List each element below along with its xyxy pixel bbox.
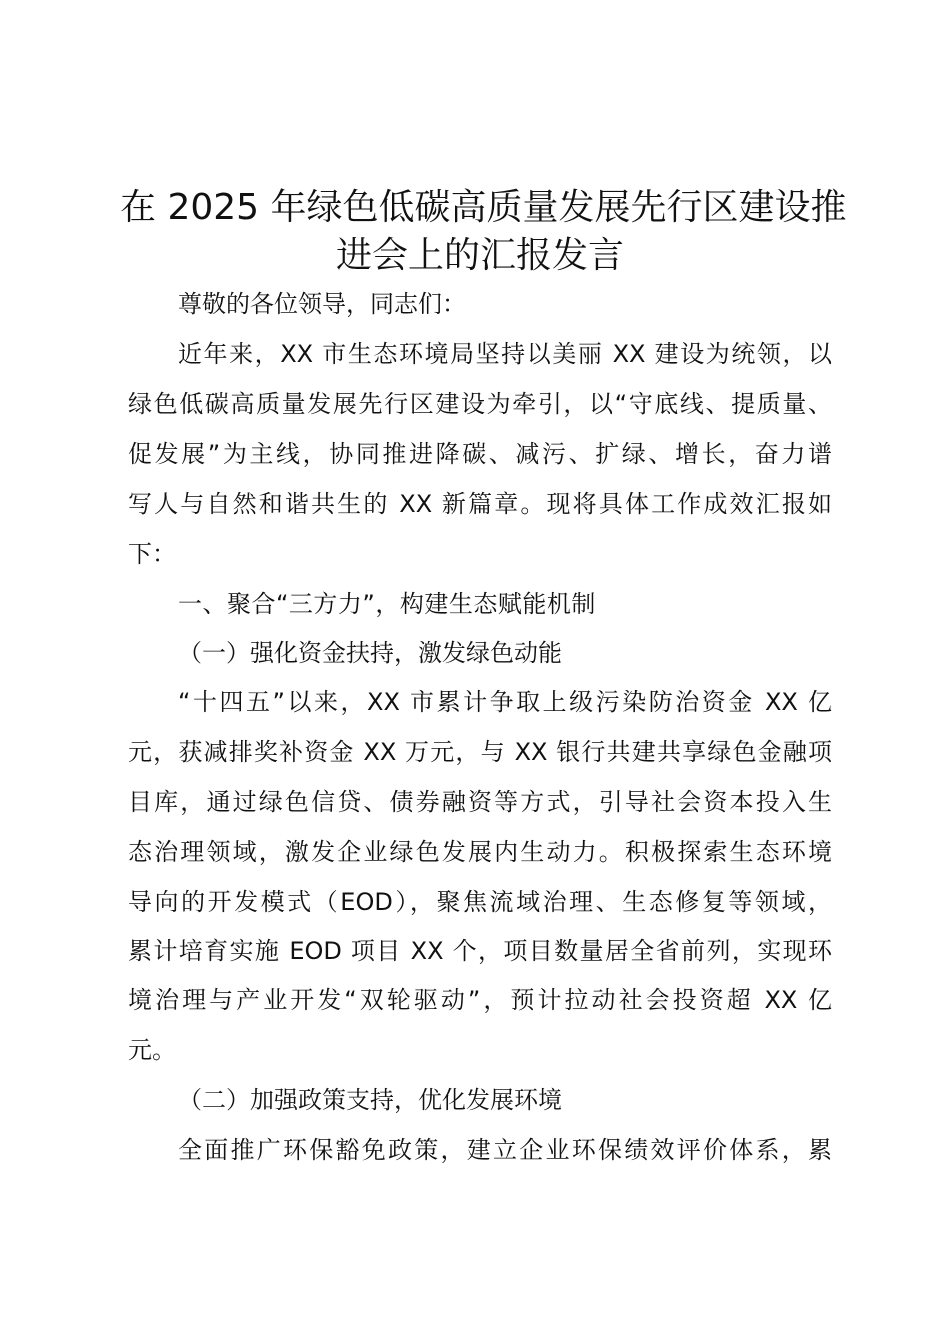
paragraph-line: 态治理领域，激发企业绿色发展内生动力。积极探索生态环境 xyxy=(128,838,832,866)
intro-line: 近年来，XX 市生态环境局坚持以美丽 XX 建设为统领，以 xyxy=(178,340,832,368)
document-title-line-1: 在 2025 年绿色低碳高质量发展先行区建设推 xyxy=(120,187,847,228)
intro-line: 下： xyxy=(128,540,176,568)
paragraph-line: 目库，通过绿色信贷、债券融资等方式，引导社会资本投入生 xyxy=(128,788,832,816)
intro-line: 绿色低碳高质量发展先行区建设为牵引，以“守底线、提质量、 xyxy=(128,390,832,418)
paragraph-line: 导向的开发模式（EOD），聚焦流域治理、生态修复等领域， xyxy=(128,888,832,916)
paragraph-line: 累计培育实施 EOD 项目 XX 个，项目数量居全省前列，实现环 xyxy=(128,937,832,965)
intro-line: 促发展”为主线，协同推进降碳、减污、扩绿、增长，奋力谱 xyxy=(128,440,832,468)
salutation: 尊敬的各位领导，同志们： xyxy=(178,290,466,318)
subsection-heading-1: （一）强化资金扶持，激发绿色动能 xyxy=(178,639,562,667)
intro-line: 写人与自然和谐共生的 XX 新篇章。现将具体工作成效汇报如 xyxy=(128,490,832,518)
paragraph-line: 元。 xyxy=(128,1036,176,1064)
paragraph-line: 境治理与产业开发“双轮驱动”，预计拉动社会投资超 XX 亿 xyxy=(128,986,832,1014)
document-title-line-2: 进会上的汇报发言 xyxy=(335,235,624,276)
paragraph-line: “十四五”以来，XX 市累计争取上级污染防治资金 XX 亿 xyxy=(178,688,832,716)
section-heading-1: 一、聚合“三方力”，构建生态赋能机制 xyxy=(178,590,596,618)
paragraph-line: 元，获减排奖补资金 XX 万元，与 XX 银行共建共享绿色金融项 xyxy=(128,738,832,766)
subsection-heading-2: （二）加强政策支持，优化发展环境 xyxy=(178,1086,562,1114)
paragraph-line: 全面推广环保豁免政策，建立企业环保绩效评价体系，累 xyxy=(178,1136,832,1164)
